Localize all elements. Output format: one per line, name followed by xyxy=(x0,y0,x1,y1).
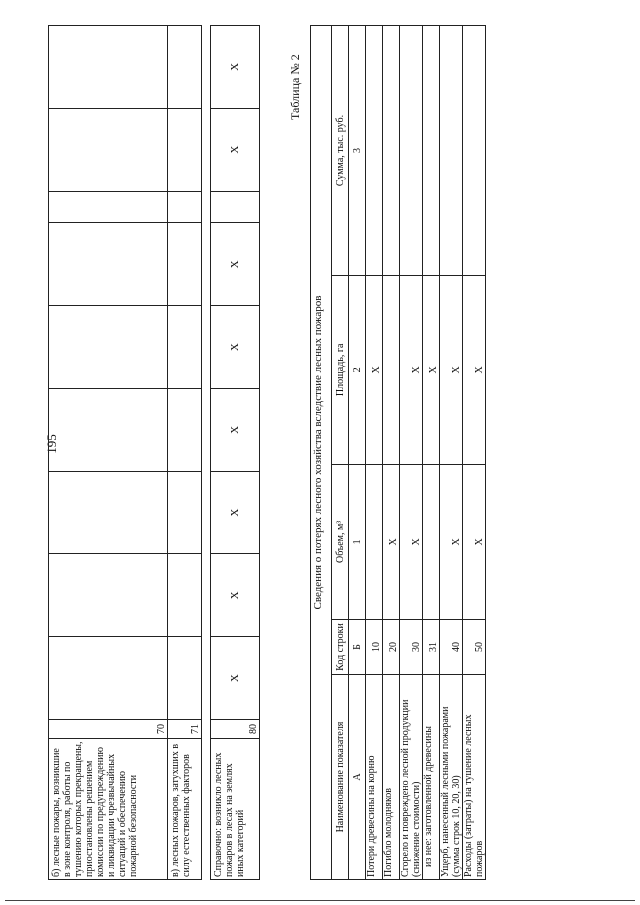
row-sum xyxy=(400,26,423,276)
row-volume: X xyxy=(463,464,486,619)
row-name: Сгорело и повреждено лесной продукции (снижение стоимости) xyxy=(400,675,423,880)
row-area: X xyxy=(423,275,440,464)
index-cell: 3 xyxy=(349,26,366,276)
row-code: 31 xyxy=(423,620,440,675)
index-cell: Б xyxy=(349,620,366,675)
row-volume: X xyxy=(440,464,463,619)
row-area: X xyxy=(463,275,486,464)
index-cell: 1 xyxy=(349,464,366,619)
page-edge-line xyxy=(5,900,635,901)
row-code: 71 xyxy=(167,720,202,739)
row-code: 30 xyxy=(400,620,423,675)
table-row xyxy=(400,26,423,880)
row-code: 10 xyxy=(366,620,383,675)
row-code: 80 xyxy=(211,720,260,739)
table-caption-row xyxy=(311,26,332,880)
table-cell: X xyxy=(211,108,260,191)
table-cell xyxy=(167,191,202,223)
row-name: Расходы (затраты) на тушение лесных пожаров xyxy=(463,675,486,880)
table-cell: X xyxy=(211,637,260,720)
header-row xyxy=(332,26,349,880)
index-cell: А xyxy=(349,675,366,880)
table-caption: Сведения о потерях лесного хозяйства вследствие лесных пожаров xyxy=(311,26,332,880)
row-name: Ущерб, нанесенный лесными пожарами (сумма строк 10, 20, 30) xyxy=(440,675,463,880)
table-cell xyxy=(49,306,168,389)
table-cell xyxy=(167,389,202,472)
table-cell: X xyxy=(211,223,260,306)
row-sum xyxy=(423,26,440,276)
row-area xyxy=(383,275,400,464)
row-code: 40 xyxy=(440,620,463,675)
forest-fire-count-table xyxy=(48,25,260,880)
forest-losses-table xyxy=(310,25,486,880)
header-name: Наименование показателя xyxy=(332,675,349,880)
index-row xyxy=(349,26,366,880)
table-row xyxy=(440,26,463,880)
row-sum xyxy=(463,26,486,276)
row-volume: X xyxy=(400,464,423,619)
table-row xyxy=(366,26,383,880)
header-volume: Объем, м³ xyxy=(332,464,349,619)
table-cell xyxy=(167,223,202,306)
row-area: X xyxy=(366,275,383,464)
row-code: 70 xyxy=(49,720,168,739)
table-cell xyxy=(49,471,168,554)
row-code: 50 xyxy=(463,620,486,675)
index-cell: 2 xyxy=(349,275,366,464)
table-cell xyxy=(167,554,202,637)
header-code: Код строки xyxy=(332,620,349,675)
table-cell xyxy=(49,26,168,109)
table-row xyxy=(383,26,400,880)
table-row xyxy=(49,26,168,880)
table-row xyxy=(167,26,202,880)
table-cell xyxy=(167,471,202,554)
table-cell xyxy=(49,389,168,472)
row-sum xyxy=(440,26,463,276)
table-row xyxy=(211,26,260,880)
row-name: Погибло молодняков xyxy=(383,675,400,880)
header-area: Площадь, га xyxy=(332,275,349,464)
table-cell xyxy=(49,108,168,191)
table-cell xyxy=(167,637,202,720)
row-code: 20 xyxy=(383,620,400,675)
table-cell xyxy=(49,223,168,306)
row-label: в) лесных пожаров, затухших в силу естественных факторов xyxy=(167,739,202,880)
row-area: X xyxy=(400,275,423,464)
row-label: б) лесные пожары, возникшие в зоне контроля, работы по тушению которых прекращены, приостановлены решением комиссии по предупреждению и ликвидации чрезвычайных ситуаций и обеспечению пожарной безопасности xyxy=(49,739,168,880)
header-sum: Сумма, тыс. руб. xyxy=(332,26,349,276)
page-number: 195 xyxy=(43,434,59,454)
table-cell: X xyxy=(211,306,260,389)
table-cell xyxy=(167,306,202,389)
table-cell xyxy=(167,26,202,109)
table-cell: X xyxy=(211,26,260,109)
rotated-sheet xyxy=(20,15,620,890)
row-volume xyxy=(366,464,383,619)
row-sum xyxy=(366,26,383,276)
row-name: из нее: заготовленной древесины xyxy=(423,675,440,880)
row-sum xyxy=(383,26,400,276)
table-row xyxy=(423,26,440,880)
table-cell: X xyxy=(211,389,260,472)
table-cell xyxy=(49,191,168,223)
table-row xyxy=(463,26,486,880)
table-cell: X xyxy=(211,554,260,637)
table-cell xyxy=(49,554,168,637)
row-label: Справочно: возникло лесных пожаров в лесах на землях иных категорий xyxy=(211,739,260,880)
table-label: Таблица № 2 xyxy=(288,54,302,120)
row-volume xyxy=(423,464,440,619)
row-name: Потери древесины на корню xyxy=(366,675,383,880)
table-cell xyxy=(49,637,168,720)
table-cell xyxy=(211,191,260,223)
table-cell: X xyxy=(211,471,260,554)
row-area: X xyxy=(440,275,463,464)
row-volume: X xyxy=(383,464,400,619)
table-cell xyxy=(167,108,202,191)
